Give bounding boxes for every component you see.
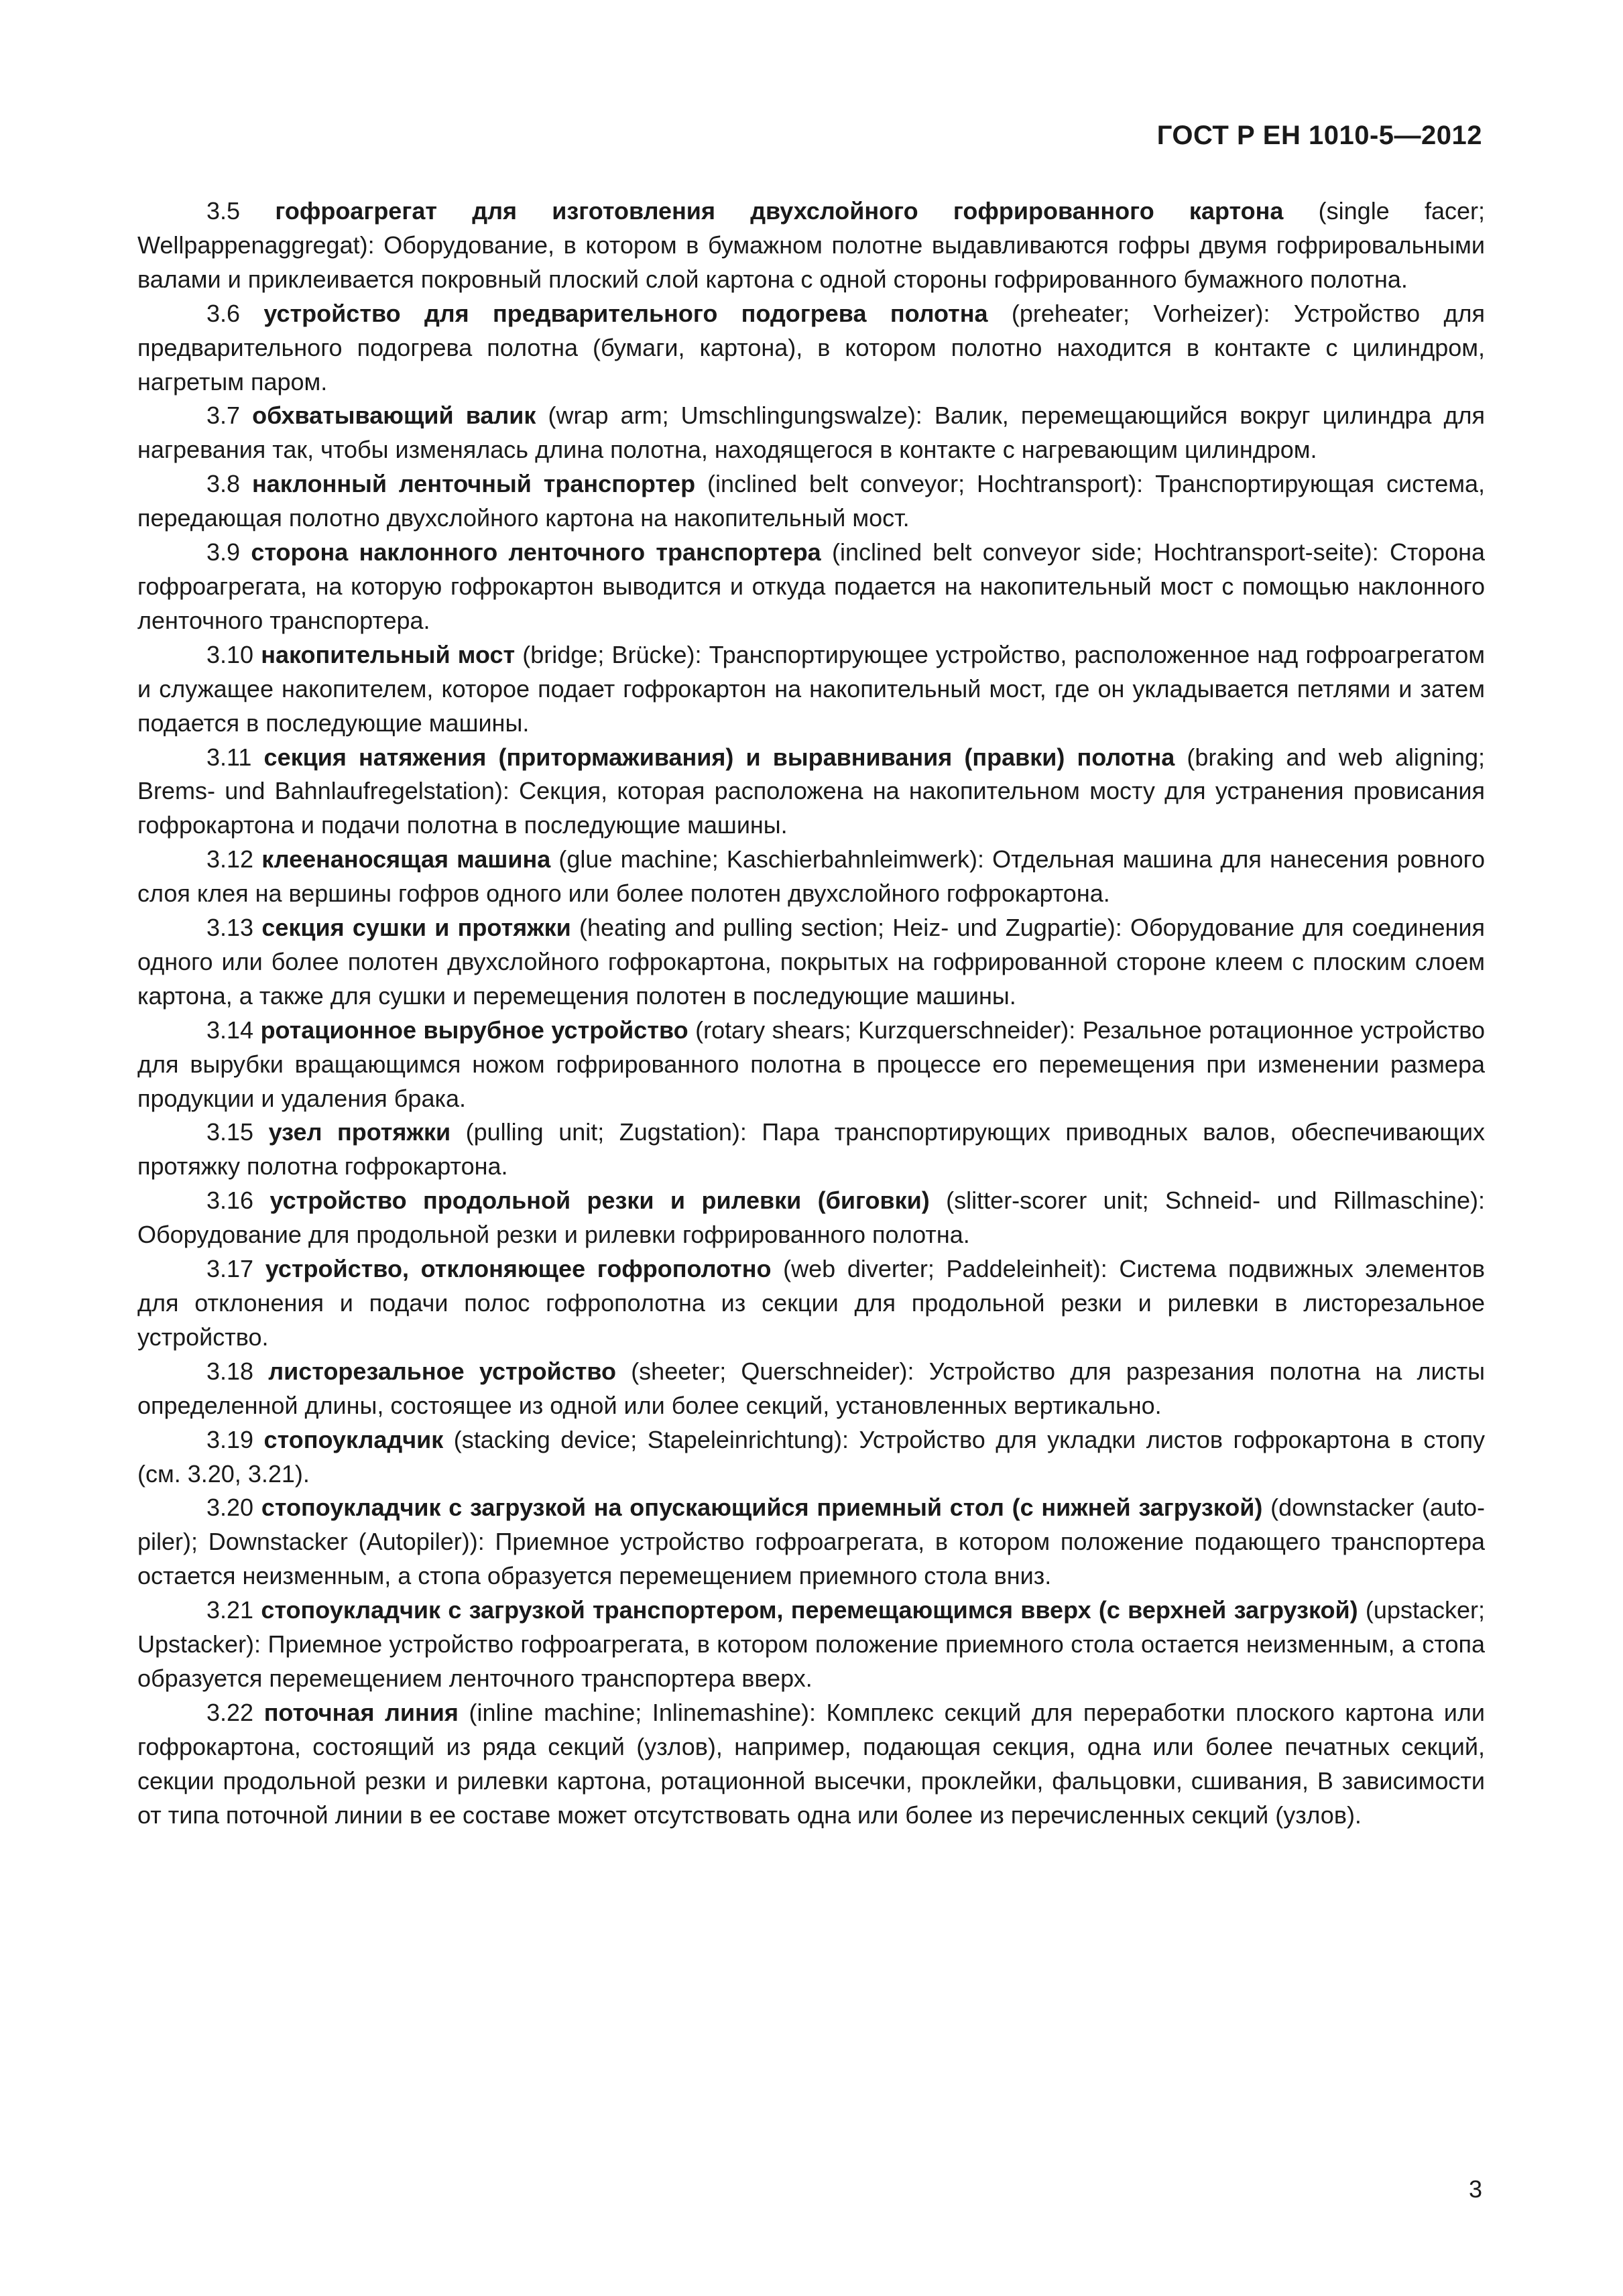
- term-definition: (pulling unit; Zugstation): Пара транспортирующих приводных валов, обеспечивающих протяжку полотна гофрокартона.: [137, 1118, 1485, 1181]
- term-paragraph: [137, 1014, 1485, 1116]
- term-number: 3.19: [206, 1425, 254, 1453]
- standard-header: ГОСТ Р ЕН 1010-5—2012: [1156, 121, 1482, 150]
- term-definition: (inclined belt conveyor side; Hochtransport-seite): Сторона гофроагрегата, на которую гофрокартон выводится и откуда подается на накопительный мост с помощью наклонного ленточного транспортера.: [137, 538, 1485, 634]
- term-name: секция натяжения (притормаживания) и выравнивания (правки) полотна: [263, 743, 1175, 771]
- term-definition: (wrap arm; Umschlingungswalze): Валик, перемещающийся вокруг цилиндра для нагревания так, чтобы изменялась длина полотна, находящегося в контакте с нагревающим цилиндром.: [137, 402, 1485, 464]
- term-paragraph: [137, 843, 1485, 911]
- term-paragraph: [137, 399, 1485, 467]
- term-name: устройство, отклоняющее гофрополотно: [265, 1255, 772, 1283]
- term-paragraph: [137, 467, 1485, 536]
- term-paragraph: [137, 1696, 1485, 1833]
- term-definition: (sheeter; Querschneider): Устройство для разрезания полотна на листы определенной длины, состоящее из одной или более секций, установленных вертикально.: [137, 1357, 1485, 1419]
- term-name: устройство для предварительного подогрева полотна: [263, 299, 988, 327]
- term-paragraph: [137, 194, 1485, 297]
- term-number: 3.5: [206, 197, 241, 225]
- term-number: 3.11: [206, 743, 252, 771]
- term-paragraph: [137, 638, 1485, 741]
- term-definition: (glue machine; Kaschierbahnleimwerk): Отдельная машина для нанесения ровного слоя клея на вершины гофров одного или более полотен двухслойного гофрокартона.: [137, 845, 1485, 908]
- term-name: ротационное вырубное устройство: [260, 1016, 688, 1044]
- term-name: сторона наклонного ленточного транспортера: [251, 538, 821, 566]
- term-definition: (preheater; Vorheizer): Устройство для предварительного подогрева полотна (бумаги, картона), в котором полотно находится в контакте с цилиндром, нагретым паром.: [137, 299, 1485, 396]
- term-number: 3.7: [206, 402, 241, 430]
- term-definition: (web diverter; Paddeleinheit): Система подвижных элементов для отклонения и подачи полос гофрополотна из секции для продольной резки и рилевки в листорезальное устройство.: [137, 1255, 1485, 1351]
- term-paragraph: [137, 1593, 1485, 1696]
- term-definition: (single facer; Wellpappenaggregat): Оборудование, в котором в бумажном полотне выдавливаются гофры двумя гофрировальными валами и приклеивается покровный плоский слой картона с одной стороны гофрированного бумажного полотна.: [137, 197, 1485, 293]
- term-definition: (downstacker (auto-piler); Downstacker (Autopiler)): Приемное устройство гофроагрегата, в котором положение подающего транспортера остается неизменным, а стопа образуется перемещением приемного стола вниз.: [137, 1494, 1485, 1590]
- term-paragraph: [137, 297, 1485, 400]
- term-name: обхватывающий валик: [252, 402, 536, 430]
- term-number: 3.8: [206, 470, 241, 498]
- term-name: стопоукладчик: [263, 1425, 444, 1453]
- term-number: 3.22: [206, 1698, 254, 1726]
- term-number: 3.15: [206, 1118, 254, 1146]
- term-paragraph: [137, 1115, 1485, 1184]
- term-name: листорезальное устройство: [268, 1357, 617, 1385]
- term-name: наклонный ленточный транспортер: [252, 470, 696, 498]
- term-definition: (inline machine; Inlinemashine): Комплекс секций для переработки плоского картона или гофрокартона, состоящий из ряда секций (узлов), например, подающая секция, одна или более печатных секций, секции продольной резки и рилевки картона, ротационной высечки, проклейки, фальцовки, сшивания, В зависимости от типа поточной линии в ее составе может отсутствовать одна или более из перечисленных секций (узлов).: [137, 1698, 1485, 1829]
- term-number: 3.21: [206, 1596, 254, 1624]
- term-definition: (heating and pulling section; Heiz- und Zugpartie): Оборудование для соединения одного или более полотен двухслойного гофрокартона, покрытых на гофрированной стороне клеем с плоским слоем картона, а также для сушки и перемещения полотен в последующие машины.: [137, 914, 1485, 1010]
- term-paragraph: [137, 1355, 1485, 1423]
- term-number: 3.10: [206, 640, 254, 668]
- term-definition: (bridge; Brücke): Транспортирующее устройство, расположенное над гофроагрегатом и служащее накопителем, которое подает гофрокартон на накопительный мост, где он укладывается петлями и затем подается в последующие машины.: [137, 640, 1485, 737]
- term-number: 3.16: [206, 1187, 254, 1215]
- term-definition: (slitter-scorer unit; Schneid- und Rillmaschine): Оборудование для продольной резки и рилевки гофрированного полотна.: [137, 1187, 1485, 1249]
- term-number: 3.13: [206, 914, 254, 942]
- term-name: секция сушки и протяжки: [261, 914, 571, 942]
- term-number: 3.9: [206, 538, 241, 566]
- term-number: 3.18: [206, 1357, 254, 1385]
- term-name: поточная линия: [263, 1698, 459, 1726]
- term-definition: (upstacker; Upstacker): Приемное устройство гофроагрегата, в котором положение приемного стола остается неизменным, а стопа образуется перемещением ленточного транспортера вверх.: [137, 1596, 1485, 1692]
- term-number: 3.14: [206, 1016, 254, 1044]
- term-name: стопоукладчик с загрузкой транспортером, перемещающимся вверх (с верхней загрузкой): [261, 1596, 1358, 1624]
- term-name: накопительный мост: [261, 640, 516, 668]
- term-paragraph: [137, 1491, 1485, 1593]
- term-name: стопоукладчик с загрузкой на опускающийся приемный стол (с нижней загрузкой): [261, 1494, 1263, 1522]
- term-number: 3.17: [206, 1255, 254, 1283]
- term-paragraph: [137, 1252, 1485, 1355]
- term-paragraph: [137, 536, 1485, 638]
- term-paragraph: [137, 1184, 1485, 1252]
- term-name: клеенаносящая машина: [261, 845, 551, 873]
- page-number: 3: [1468, 2175, 1482, 2203]
- term-paragraph: [137, 1423, 1485, 1492]
- term-number: 3.6: [206, 299, 241, 327]
- term-definition: (braking and web aligning; Brems- und Bahnlaufregelstation): Секция, которая расположена на накопительном мосту для устранения провисания гофрокартона и подачи полотна в последующие машины.: [137, 743, 1486, 839]
- term-definition: (stacking device; Stapeleinrichtung): Устройство для укладки листов гофрокартона в стопу (см. 3.20, 3.21).: [137, 1425, 1485, 1488]
- term-name: устройство продольной резки и рилевки (биговки): [269, 1187, 930, 1215]
- term-name: гофроагрегат для изготовления двухслойного гофрированного картона: [275, 197, 1284, 225]
- term-definition: (inclined belt conveyor; Hochtransport): Транспортирующая система, передающая полотно двухслойного картона на накопительный мост.: [137, 470, 1485, 532]
- term-paragraph: [137, 741, 1485, 843]
- term-paragraph: [137, 911, 1485, 1014]
- term-name: узел протяжки: [268, 1118, 451, 1146]
- term-number: 3.20: [206, 1494, 254, 1522]
- term-definition: (rotary shears; Kurzquerschneider): Резальное ротационное устройство для вырубки вращающимся ножом гофрированного полотна в процессе его перемещения при изменении размера продукции и удаления брака.: [137, 1016, 1485, 1112]
- term-number: 3.12: [206, 845, 254, 873]
- terms-list: [137, 194, 1485, 1833]
